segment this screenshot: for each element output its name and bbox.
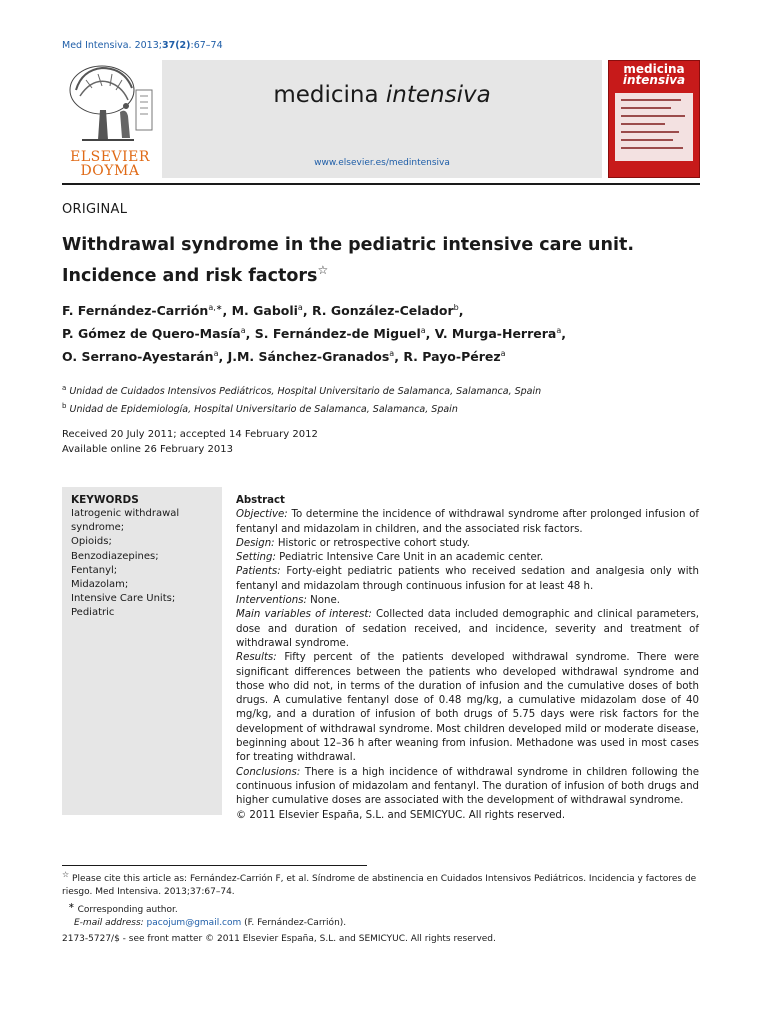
abstract-variables: Main variables of interest: Collected data included demographic and clinical parameters, dose and duration of sedation received, and incidence, severity and treatment of withdrawal syndrome. [236,609,699,649]
abstract [236,494,699,823]
elsevier-tree-icon [62,60,158,150]
publisher-imprint: DOYMA [80,163,140,179]
abstract-objective: Objective: To determine the incidence of withdrawal syndrome after prolonged infusion of fentanyl and midazolam in children, and the associated risk factors. [236,509,699,535]
abstract-patients: Patients: Forty-eight pediatric patients who received sedation and analgesia only with fentanyl and midazolam through continuous infusion for at least 48 h. [236,566,699,592]
affiliation-item: $^b$ Unidad de Epidemiología, Hospital Universitario de Salamanca, Salamanca, Spain [62,402,458,416]
author-name: O. Serrano-Ayestarán [62,349,214,365]
abstract-conclusions: Conclusions: There is a high incidence of withdrawal syndrome in children following the continuous infusion of midazolam and fentanyl. The duration of infusion of both drugs and higher cumulative doses are associated with the development of withdrawal syndrome. [236,766,699,807]
citation-line: Med Intensiva. 2013;37(2):67–74 [62,40,223,51]
star-icon: ☆ [62,870,70,879]
cover-title: medicina intensiva [622,62,686,87]
footnote-divider [62,865,367,866]
keyword-item: Pediatric [71,607,115,619]
journal-cover-thumbnail [608,60,700,178]
journal-title: medicina intensiva [273,82,491,108]
author-name: P. Gómez de Quero-Masía [62,326,241,342]
keyword-item: Intensive Care Units; [71,593,176,605]
abstract-setting: Setting: Pediatric Intensive Care Unit in an academic center. [236,552,544,564]
email-footnote: E-mail address: pacojum@gmail.com (F. Fernández-Carrión). [74,918,347,928]
journal-masthead [62,60,700,182]
affiliation-item: $^a$ Unidad de Cuidados Intensivos Pediátricos, Hospital Universitario de Salamanca, Salamanca, Spain [62,384,542,398]
author-name: S. Fernández-de Miguel [254,326,421,342]
keyword-item: Iatrogenic withdrawal [71,508,180,519]
asterisk-icon: ∗ [68,901,75,910]
corresponding-author-footnote: ∗ Corresponding author. [68,901,178,915]
abstract-copyright: © 2011 Elsevier España, S.L. and SEMICYUC. All rights reserved. [236,809,566,821]
footnotes [62,868,702,930]
keyword-item: Opioids; [71,536,112,548]
author-name: R. Payo-Pérez [403,349,501,365]
article-dates [62,427,318,457]
affiliations [62,381,702,417]
author-line: F. Fernández-Carrión$^{a,∗}$, M. Gaboli$^a$, R. González-Celador$^b$, [62,303,464,319]
elsevier-logo [62,60,158,180]
author-name: J.M. Sánchez-Granados [227,349,390,365]
keyword-item: Fentanyl; [71,564,118,576]
abstract-heading: Abstract [236,495,285,506]
section-label: ORIGINAL [62,202,128,217]
journal-banner [162,60,602,178]
keywords-panel [62,487,222,815]
abstract-design: Design: Historic or retrospective cohort study. [236,537,470,549]
author-name: F. Fernández-Carrión [62,303,209,319]
citation-footnote: ☆ Please cite this article as: Fernández-Carrión F, et al. Síndrome de abstinencia en Cuidados Intensivos Pediátricos. Incidencia y factores de riesgo. Med Intensiva. 2013;37:67–74. [62,870,697,897]
article-title: Withdrawal syndrome in the pediatric intensive care unit. Incidence and risk factors☆ [62,235,634,286]
abstract-results: Results: Fifty percent of the patients developed withdrawal syndrome. There were significant differences between the patients who developed withdrawal syndrome and those who did not, in terms of the duration of infusion and the cumulative doses of both drugs. A cumulative fentanyl dose of 0.48 mg/kg, a cumulative midazolam dose of 40 mg/kg, and a duration of infusion of both drugs of 5.75 days were risk factors for the development of withdrawal syndrome. Most children developed mild or moderate disease, beginning about 12–36 h after weaning from infusion. Methadone was used in most cases for treating withdrawal. [236,652,699,764]
cover-contents [615,93,693,161]
email-link[interactable]: pacojum@gmail.com [146,918,242,928]
issn-line: 2173-5727/$ - see front matter © 2011 Elsevier España, S.L. and SEMICYUC. All rights reserved. [62,934,496,944]
online-date: Available online 26 February 2013 [62,444,233,455]
publisher-name: ELSEVIER [70,149,150,165]
author-name: V. Murga-Herrera [434,326,557,342]
masthead-divider [62,183,700,185]
author-line: O. Serrano-Ayestarán$^a$, J.M. Sánchez-Granados$^a$, R. Payo-Pérez$^a$ [62,349,506,365]
keyword-item: Midazolam; [71,579,129,591]
abstract-interventions: Interventions: None. [236,595,340,607]
author-list [62,298,702,367]
title-footnote-star-icon[interactable]: ☆ [317,263,329,277]
journal-url-link[interactable]: www.elsevier.es/medintensiva [314,158,450,168]
author-line: P. Gómez de Quero-Masía$^a$, S. Fernández-de Miguel$^a$, V. Murga-Herrera$^a$, [62,326,566,342]
author-name: R. González-Celador [311,303,454,319]
keyword-item: syndrome; [71,522,125,534]
keyword-item: Benzodiazepines; [71,550,159,562]
keywords-heading: KEYWORDS [71,494,139,506]
author-name: M. Gaboli [231,303,298,319]
received-date: Received 20 July 2011; accepted 14 February 2012 [62,429,318,440]
